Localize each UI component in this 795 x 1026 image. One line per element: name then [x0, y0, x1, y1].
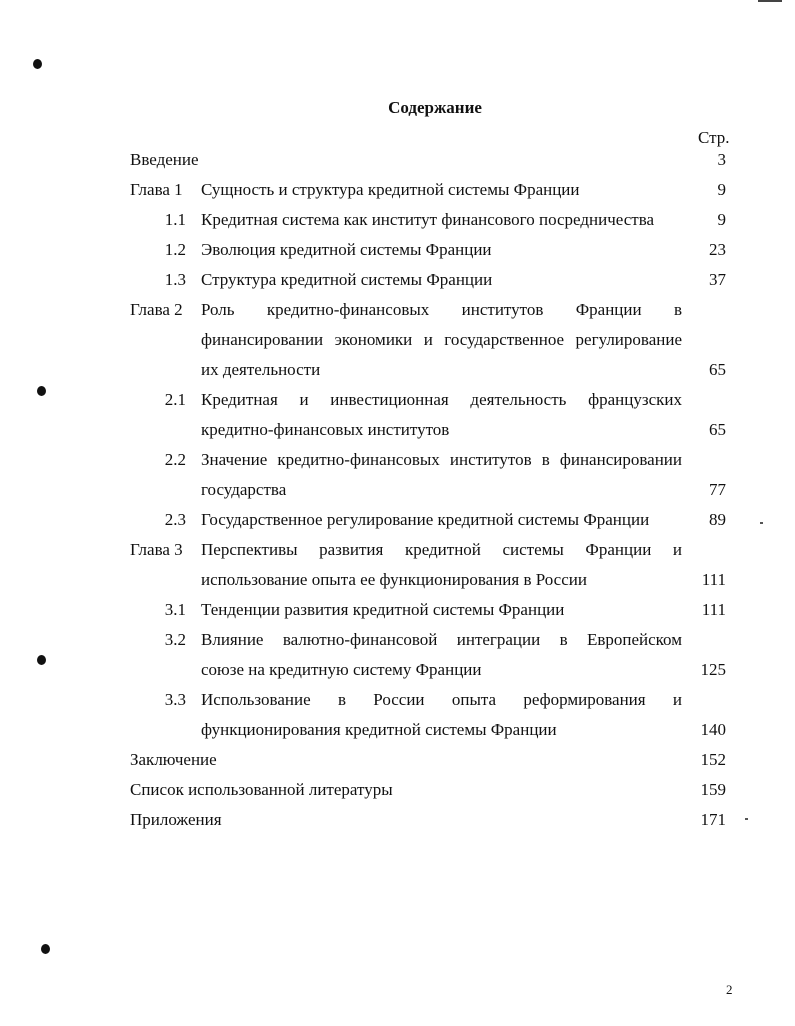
section-number: 3.3	[164, 690, 186, 709]
punch-hole	[33, 59, 42, 69]
toc-entry	[0, 690, 795, 720]
entry-title: Использование в России опыта реформирования и	[201, 690, 682, 709]
entry-page-number: 140	[700, 720, 726, 739]
entry-title: Эволюция кредитной системы Франции	[201, 240, 492, 259]
entry-page-number: 89	[709, 510, 726, 529]
entry-page-number: 23	[709, 240, 726, 259]
toc-entry	[0, 600, 795, 630]
entry-title: Кредитная и инвестиционная деятельность французских	[201, 390, 682, 409]
pages-column-header: Стр.	[698, 128, 730, 147]
toc-entry	[0, 210, 795, 240]
toc-entry	[0, 180, 795, 210]
punch-hole	[41, 944, 50, 954]
entry-page-number: 111	[701, 570, 726, 589]
entry-title: Заключение	[130, 750, 217, 769]
entry-title: Кредитная система как институт финансового посредничества	[201, 210, 655, 229]
toc-entry	[0, 780, 795, 810]
entry-page-number: 37	[709, 270, 726, 289]
entry-title: Государственное регулирование кредитной системы Франции	[201, 510, 650, 529]
entry-page-number: 159	[700, 780, 726, 799]
chapter-number: Глава 1	[130, 180, 183, 199]
entry-title: функционирования кредитной системы Франции	[201, 720, 557, 739]
entry-title: Тенденции развития кредитной системы Франции	[201, 600, 565, 619]
toc-entry	[0, 450, 795, 480]
toc-entry	[0, 240, 795, 270]
entry-title: государства	[201, 480, 287, 499]
entry-page-number: 171	[700, 810, 726, 829]
toc-entry	[0, 480, 795, 510]
toc-entry	[0, 570, 795, 600]
entry-title: их деятельности	[201, 360, 321, 379]
section-number: 1.3	[164, 270, 186, 289]
entry-title: использование опыта ее функционирования в России	[201, 570, 587, 589]
page-title: Содержание	[388, 98, 482, 117]
section-number: 3.2	[164, 630, 186, 649]
toc-entry	[0, 660, 795, 690]
toc-entry	[0, 750, 795, 780]
entry-title: Значение кредитно-финансовых институтов в финансировании	[201, 450, 682, 469]
entry-title: Введение	[130, 150, 199, 169]
entry-page-number: 65	[709, 420, 726, 439]
section-number: 2.2	[164, 450, 186, 469]
section-number: 2.3	[164, 510, 186, 529]
toc-entry	[0, 330, 795, 360]
page-number: 2	[726, 982, 733, 997]
entry-title: Приложения	[130, 810, 222, 829]
entry-title: Структура кредитной системы Франции	[201, 270, 493, 289]
entry-page-number: 3	[717, 150, 726, 169]
toc-entry	[0, 150, 795, 180]
entry-title: союзе на кредитную систему Франции	[201, 660, 482, 679]
entry-title: Влияние валютно-финансовой интеграции в Европейском	[201, 630, 682, 649]
entry-page-number: 111	[701, 600, 726, 619]
toc-entry	[0, 720, 795, 750]
entry-page-number: 9	[717, 180, 726, 199]
toc-entry	[0, 810, 795, 840]
entry-title: Список использованной литературы	[130, 780, 393, 799]
toc-entry	[0, 540, 795, 570]
chapter-number: Глава 2	[130, 300, 183, 319]
toc-entry	[0, 270, 795, 300]
section-number: 3.1	[164, 600, 186, 619]
entry-title: Роль кредитно-финансовых институтов Франции в	[201, 300, 682, 319]
entry-page-number: 9	[717, 210, 726, 229]
entry-page-number: 125	[700, 660, 726, 679]
section-number: 1.2	[164, 240, 186, 259]
scan-mark	[758, 0, 782, 2]
toc-entry	[0, 360, 795, 390]
entry-page-number: 77	[709, 480, 726, 499]
toc-entry	[0, 630, 795, 660]
section-number: 1.1	[164, 210, 186, 229]
entry-page-number: 65	[709, 360, 726, 379]
toc-entry	[0, 300, 795, 330]
toc-entry	[0, 510, 795, 540]
toc-entry	[0, 390, 795, 420]
entry-title: Сущность и структура кредитной системы Франции	[201, 180, 580, 199]
section-number: 2.1	[164, 390, 186, 409]
chapter-number: Глава 3	[130, 540, 183, 559]
toc-entry	[0, 420, 795, 450]
entry-title: Перспективы развития кредитной системы Франции и	[201, 540, 682, 559]
entry-title: кредитно-финансовых институтов	[201, 420, 450, 439]
entry-page-number: 152	[700, 750, 726, 769]
entry-title: финансировании экономики и государственное регулирование	[201, 330, 682, 349]
